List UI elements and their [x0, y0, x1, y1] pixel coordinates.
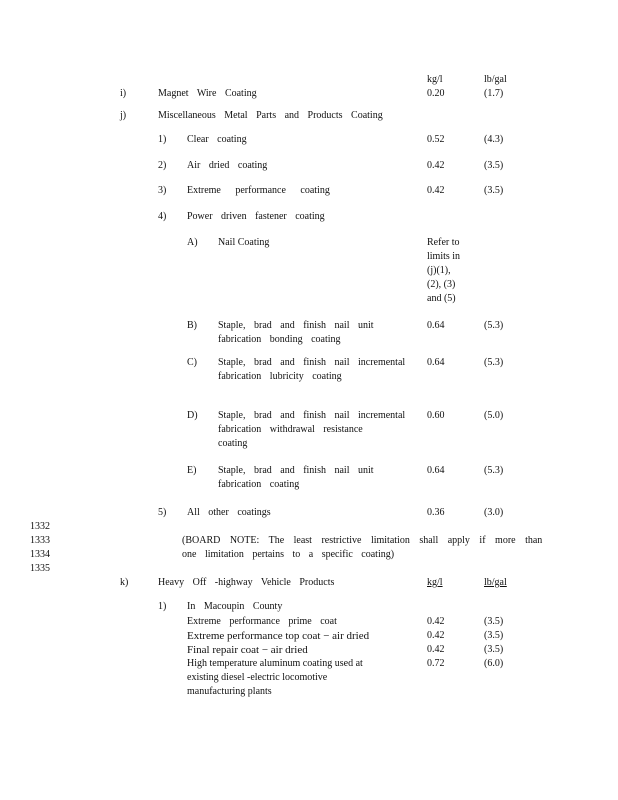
- k-row-kg-4: 0.72: [427, 658, 445, 669]
- nail-ref-line-5: and (5): [427, 293, 456, 304]
- k-row-text-2: Extreme performance top coat − air dried: [187, 630, 370, 642]
- item-title-i: Magnet Wire Coating: [158, 88, 257, 99]
- nail-b-kg: 0.64: [427, 320, 445, 331]
- k-row-lb-4: (6.0): [484, 658, 504, 669]
- j-sub-text-3: Extreme performance coating: [187, 185, 330, 196]
- nail-letter-b: B): [187, 320, 197, 331]
- nail-letter-c: C): [187, 357, 197, 368]
- nail-letter-e: E): [187, 465, 197, 476]
- k-unit-lb: lb/gal: [484, 577, 507, 588]
- j-sub-lb-5: (3.0): [484, 507, 504, 518]
- j-sub-text-4: Power driven fastener coating: [187, 211, 325, 222]
- nail-d-line-1: Staple, brad and finish nail incremental: [218, 410, 406, 421]
- line-number-1335: 1335: [30, 563, 50, 574]
- j-sub-num-5: 5): [158, 507, 167, 518]
- nail-b-lb: (5.3): [484, 320, 504, 331]
- nail-c-line-1: Staple, brad and finish nail incremental: [218, 357, 406, 368]
- j-sub-lb-2: (3.5): [484, 160, 504, 171]
- j-sub-num-2: 2): [158, 160, 167, 171]
- board-note-line-2: one limitation pertains to a specific coating): [182, 549, 395, 560]
- nail-e-kg: 0.64: [427, 465, 445, 476]
- nail-c-line-2: fabrication lubricity coating: [218, 371, 342, 382]
- j-sub-kg-1: 0.52: [427, 134, 445, 145]
- nail-ref-line-1: Refer to: [427, 237, 460, 248]
- j-sub-kg-2: 0.42: [427, 160, 445, 171]
- unit-kg-header: kg/l: [427, 74, 443, 85]
- k-sub-heading: In Macoupin County: [187, 601, 283, 612]
- j-sub-lb-3: (3.5): [484, 185, 504, 196]
- k-row-kg-3: 0.42: [427, 644, 445, 655]
- item-title-j: Miscellaneous Metal Parts and Products Coating: [158, 110, 383, 121]
- item-title-k: Heavy Off -highway Vehicle Products: [158, 577, 335, 588]
- nail-text-a: Nail Coating: [218, 237, 270, 248]
- j-sub-num-4: 4): [158, 211, 167, 222]
- k-unit-kg: kg/l: [427, 577, 443, 588]
- j-sub-kg-5: 0.36: [427, 507, 445, 518]
- unit-lb-header: lb/gal: [484, 74, 507, 85]
- k-row-cont-2: manufacturing plants: [187, 686, 272, 697]
- item-label-i: i): [120, 88, 127, 99]
- nail-b-line-2: fabrication bonding coating: [218, 334, 341, 345]
- line-number-1334: 1334: [30, 549, 50, 560]
- j-sub-num-3: 3): [158, 185, 167, 196]
- nail-c-lb: (5.3): [484, 357, 504, 368]
- j-sub-text-1: Clear coating: [187, 134, 247, 145]
- nail-b-line-1: Staple, brad and finish nail unit: [218, 320, 374, 331]
- item-label-j: j): [120, 110, 127, 121]
- nail-d-kg: 0.60: [427, 410, 445, 421]
- nail-d-line-2: fabrication withdrawal resistance: [218, 424, 363, 435]
- line-number-1332: 1332: [30, 521, 50, 532]
- item-label-k: k): [120, 577, 129, 588]
- nail-letter-a: A): [187, 237, 198, 248]
- item-kg-i: 0.20: [427, 88, 445, 99]
- k-row-text-3: Final repair coat − air dried: [187, 644, 308, 656]
- nail-d-lb: (5.0): [484, 410, 504, 421]
- nail-letter-d: D): [187, 410, 198, 421]
- nail-e-lb: (5.3): [484, 465, 504, 476]
- nail-e-line-1: Staple, brad and finish nail unit: [218, 465, 374, 476]
- k-row-lb-3: (3.5): [484, 644, 504, 655]
- k-row-lb-2: (3.5): [484, 630, 504, 641]
- j-sub-lb-1: (4.3): [484, 134, 504, 145]
- nail-d-line-3: coating: [218, 438, 248, 449]
- board-note-line-1: (BOARD NOTE: The least restrictive limitation shall apply if more than: [182, 535, 543, 546]
- nail-ref-line-2: limits in: [427, 251, 461, 262]
- nail-ref-line-4: (2), (3): [427, 279, 456, 290]
- k-row-text-4: High temperature aluminum coating used at: [187, 658, 363, 669]
- j-sub-num-1: 1): [158, 134, 167, 145]
- k-row-kg-1: 0.42: [427, 616, 445, 627]
- j-sub-kg-3: 0.42: [427, 185, 445, 196]
- nail-c-kg: 0.64: [427, 357, 445, 368]
- k-row-kg-2: 0.42: [427, 630, 445, 641]
- nail-e-line-2: fabrication coating: [218, 479, 300, 490]
- item-lb-i: (1.7): [484, 88, 504, 99]
- j-sub-text-2: Air dried coating: [187, 160, 268, 171]
- nail-ref-line-3: (j)(1),: [427, 265, 451, 276]
- k-row-lb-1: (3.5): [484, 616, 504, 627]
- k-row-text-1: Extreme performance prime coat: [187, 616, 337, 627]
- j-sub-text-5: All other coatings: [187, 507, 271, 518]
- k-row-cont-1: existing diesel -electric locomotive: [187, 672, 328, 683]
- line-number-1333: 1333: [30, 535, 50, 546]
- k-sub-num-1: 1): [158, 601, 167, 612]
